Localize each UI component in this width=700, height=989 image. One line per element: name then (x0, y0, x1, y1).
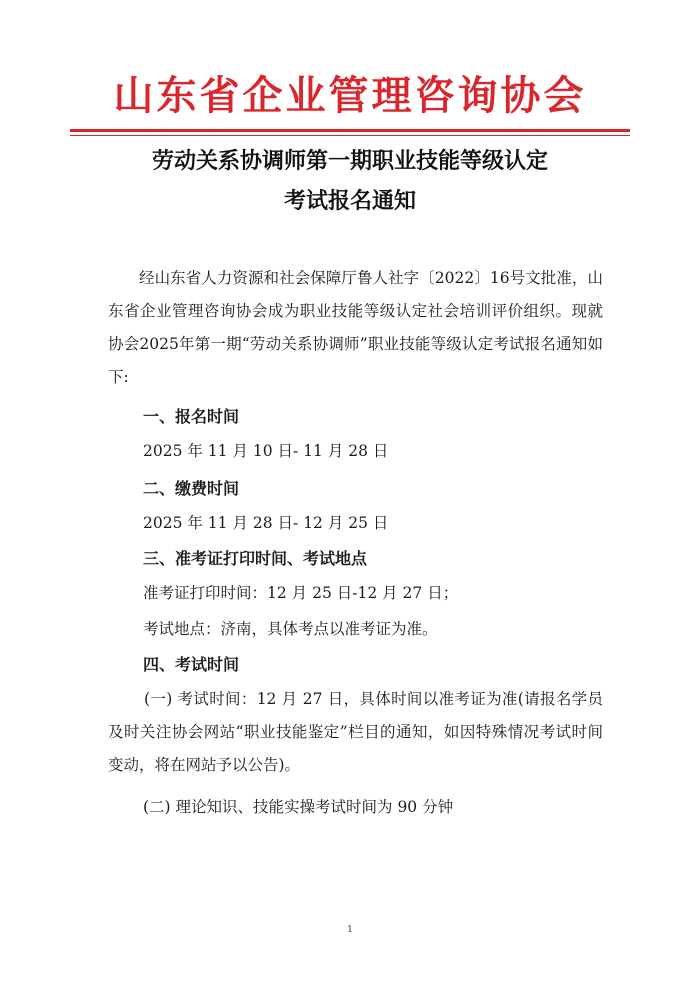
section-4-heading: 四、考试时间 (143, 655, 240, 674)
organization-header: 山东省企业管理咨询协会 (113, 72, 587, 119)
section-1-text: 2025 年 11 月 10 日- 11 月 28 日 (143, 442, 389, 460)
section-3-line1: 准考证打印时间：12 月 25 日-12 月 27 日； (143, 584, 459, 602)
header-rule-thick (70, 129, 630, 132)
section-3-heading: 三、准考证打印时间、考试地点 (143, 549, 368, 568)
section-2-heading: 二、缴费时间 (143, 479, 240, 498)
document-title-line1: 劳动关系协调师第一期职业技能等级认定 (151, 149, 548, 174)
page-number: 1 (347, 925, 353, 935)
section-2-text: 2025 年 11 月 28 日- 12 月 25 日 (143, 514, 389, 532)
intro-paragraph: 经山东省人力资源和社会保障厅鲁人社字〔2022〕16号文批准，山东省企业管理咨询协会成为职业技能等级认定社会培训评价组织。现就协会2025年第一期“劳动关系协调师”职业技能等级认定考试报名通知如下: (108, 269, 603, 386)
section-4-item1: (一) 考试时间：12 月 27 日，具体时间以准考证为准(请报名学员及时关注协会网站“职业技能鉴定”栏目的通知，如因特殊情况考试时间变动，将在网站予以公告)。 (108, 690, 603, 774)
section-3-line2: 考试地点：济南，具体考点以准考证为准。 (143, 620, 438, 638)
header-rule-thin (70, 135, 630, 136)
section-1-heading: 一、报名时间 (143, 407, 240, 426)
section-4-item2: (二) 理论知识、技能实操考试时间为 90 分钟 (143, 798, 454, 816)
document-title-line2: 考试报名通知 (283, 189, 416, 214)
